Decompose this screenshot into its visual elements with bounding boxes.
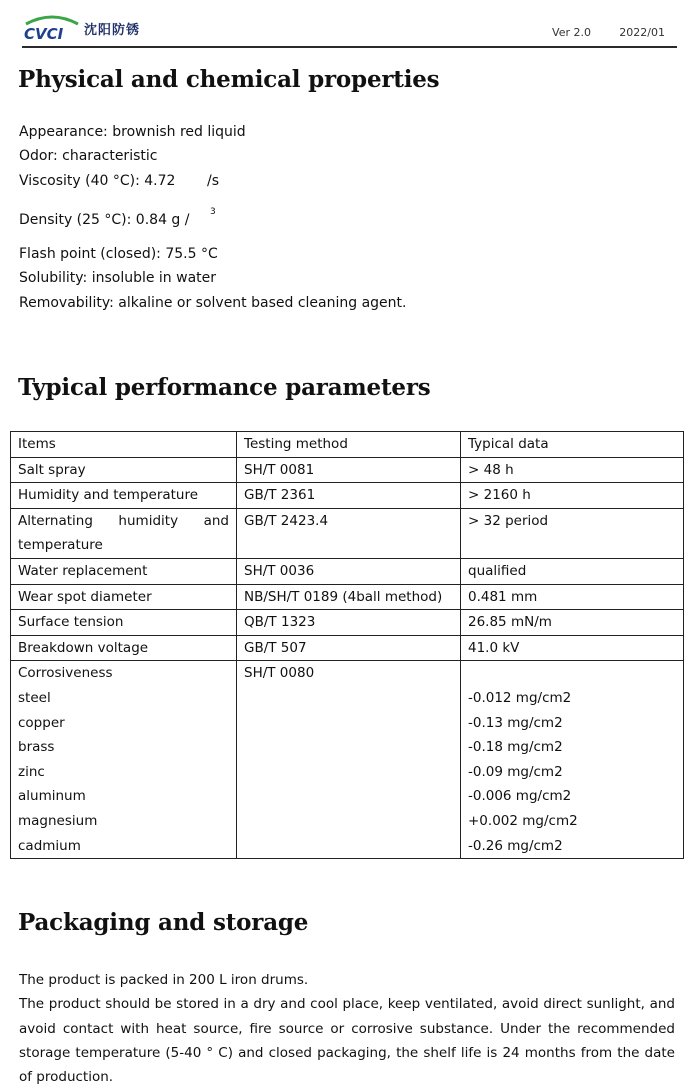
cell-method: SH/T 0080 [237, 661, 461, 859]
column-header-items: Items [11, 432, 237, 458]
corrosion-value: -0.26 mg/cm2 [468, 837, 563, 854]
cell-data: > 32 period [461, 508, 684, 558]
metal-name: zinc [18, 763, 45, 780]
prop-removability: Removability: alkaline or solvent based cleaning agent. [19, 295, 407, 311]
prop-appearance: Appearance: brownish red liquid [19, 124, 246, 140]
packaging-text [19, 968, 675, 1089]
corrosiveness-label: Corrosiveness [18, 665, 113, 682]
cell-method: GB/T 2361 [237, 483, 461, 509]
cell-data: qualified [461, 558, 684, 584]
prop-odor: Odor: characteristic [19, 148, 158, 164]
corrosion-value: -0.13 mg/cm2 [468, 714, 563, 731]
corrosion-value: -0.012 mg/cm2 [468, 689, 572, 706]
metal-name: copper [18, 714, 65, 731]
table-row [11, 457, 684, 483]
cell-method: GB/T 2423.4 [237, 508, 461, 558]
cell-method: QB/T 1323 [237, 610, 461, 636]
prop-density [19, 207, 216, 228]
cell-method: NB/SH/T 0189 (4ball method) [237, 584, 461, 610]
cell-item-line: Alternating humidity and [18, 512, 229, 529]
prop-density-superscript: 3 [210, 207, 216, 217]
section-heading-packaging: Packaging and storage [18, 909, 309, 936]
prop-solubility: Solubility: insoluble in water [19, 270, 217, 286]
packaging-paragraph: The product is packed in 200 L iron drums. [19, 972, 309, 988]
section-heading-physical: Physical and chemical properties [18, 66, 440, 93]
document-date: 2022/01 [619, 26, 665, 39]
cell-method: GB/T 507 [237, 635, 461, 661]
cell-item: Humidity and temperature [11, 483, 237, 509]
table-row [11, 508, 684, 558]
cell-item: Water replacement [11, 558, 237, 584]
table-row [11, 584, 684, 610]
cell-data: > 2160 h [461, 483, 684, 509]
table-row-corrosiveness [11, 661, 684, 859]
column-header-method: Testing method [237, 432, 461, 458]
prop-viscosity [19, 173, 220, 189]
prop-density-text: Density (25 °C): 0.84 g / [19, 212, 190, 228]
storage-paragraph: The product should be stored in a dry and cool place, keep ventilated, avoid direct sunlight, and avoid contact with heat source, fire source or corrosive substance. Under the recommended storage temperature (5-40 ° C) and closed packaging, the shelf life is 24 months from the date of production. [19, 996, 675, 1086]
prop-viscosity-text: Viscosity (40 °C): 4.72 [19, 173, 176, 189]
metal-name: cadmium [18, 837, 81, 854]
cell-item [11, 508, 237, 558]
cell-method: SH/T 0036 [237, 558, 461, 584]
cell-item-line: temperature [18, 537, 103, 554]
table-row [11, 483, 684, 509]
column-header-data: Typical data [461, 432, 684, 458]
corrosion-value: -0.006 mg/cm2 [468, 788, 572, 805]
cell-item: Breakdown voltage [11, 635, 237, 661]
table-row [11, 635, 684, 661]
page-header [22, 8, 677, 48]
performance-table [10, 431, 684, 859]
section-heading-performance: Typical performance parameters [18, 374, 431, 401]
metal-name: brass [18, 739, 55, 756]
metal-name: aluminum [18, 788, 86, 805]
metal-name: steel [18, 689, 51, 706]
prop-viscosity-unit: /s [207, 173, 220, 189]
cell-data [461, 661, 684, 859]
cell-method: SH/T 0081 [237, 457, 461, 483]
logo-mark-icon [22, 12, 82, 42]
logo-brand-text: CVCI [24, 25, 64, 42]
document-version: Ver 2.0 [552, 26, 591, 39]
table-row [11, 558, 684, 584]
cell-data: 41.0 kV [461, 635, 684, 661]
cell-data: > 48 h [461, 457, 684, 483]
cell-data: 0.481 mm [461, 584, 684, 610]
cell-item [11, 661, 237, 859]
corrosion-value: -0.18 mg/cm2 [468, 739, 563, 756]
blank-line [468, 661, 676, 686]
logo-chinese-name: 沈阳防锈 [84, 23, 141, 38]
cell-data: 26.85 mN/m [461, 610, 684, 636]
corrosion-value: +0.002 mg/cm2 [468, 812, 578, 829]
company-logo [22, 12, 82, 44]
table-header-row [11, 432, 684, 458]
cell-item: Salt spray [11, 457, 237, 483]
cell-item: Surface tension [11, 610, 237, 636]
prop-flash-point: Flash point (closed): 75.5 °C [19, 246, 218, 262]
corrosion-value: -0.09 mg/cm2 [468, 763, 563, 780]
cell-item: Wear spot diameter [11, 584, 237, 610]
metal-name: magnesium [18, 812, 98, 829]
table-row [11, 610, 684, 636]
